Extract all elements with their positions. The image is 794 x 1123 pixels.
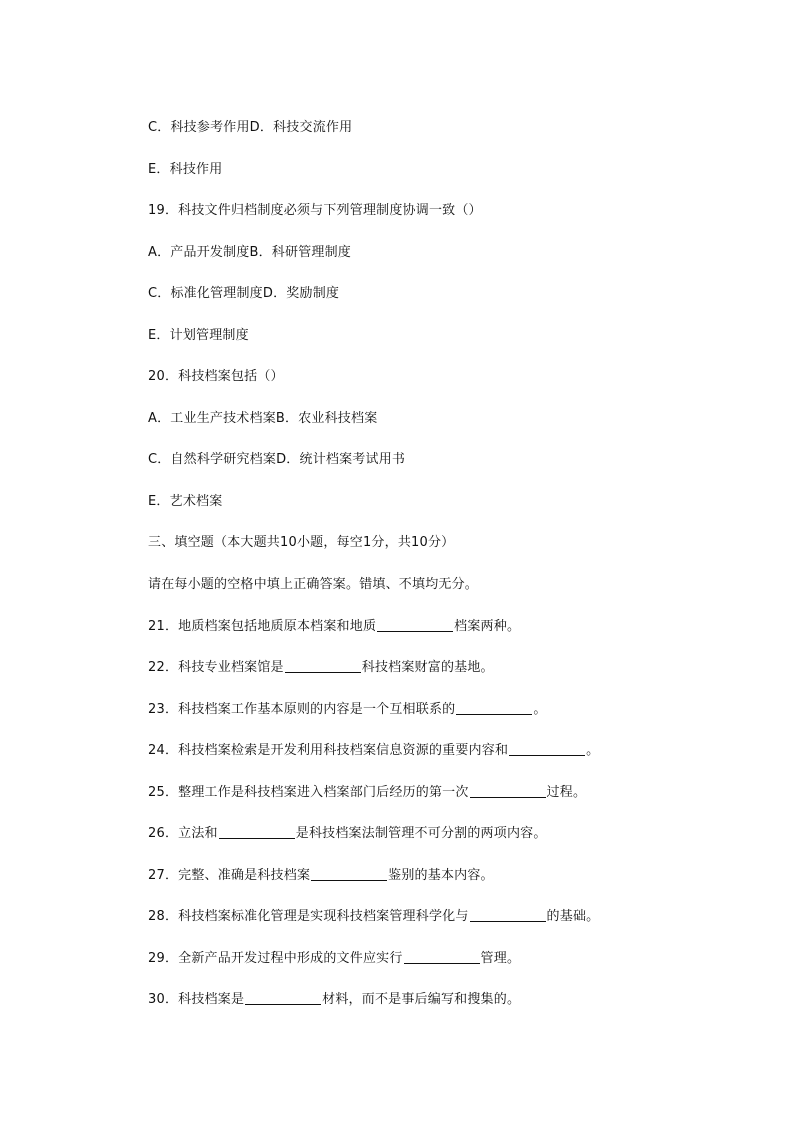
question-27 (148, 865, 748, 907)
section-heading-fill-blank: 三、填空题（本大题共10小题，每空1分，共10分） (148, 535, 455, 551)
answer-blank-22[interactable] (285, 659, 361, 673)
answer-blank-25[interactable] (470, 784, 546, 798)
question-26-text-after: 是科技档案法制管理不可分割的两项内容。 (295, 826, 547, 842)
question-20: 20．科技档案包括（） (148, 369, 284, 385)
question-27-text-before: 27．完整、准确是科技档案 (148, 867, 311, 883)
question-30-text-after: 材料，而不是事后编写和搜集的。 (322, 992, 521, 1008)
option-line-20-e: E．艺术档案 (148, 493, 223, 509)
answer-blank-28[interactable] (470, 908, 546, 922)
answer-blank-24[interactable] (509, 742, 585, 756)
question-19: 19．科技文件归档制度必须与下列管理制度协调一致（） (148, 203, 482, 219)
option-line-19-ab: A．产品开发制度B．科研管理制度 (148, 244, 352, 260)
question-29-text-after: 管理。 (480, 950, 521, 966)
section-instructions: 请在每小题的空格中填上正确答案。错填、不填均无分。 (148, 577, 479, 593)
question-26 (148, 823, 748, 865)
option-line-19-e: E．计划管理制度 (148, 327, 249, 343)
question-29 (148, 948, 748, 990)
question-30-text-before: 30．科技档案是 (148, 992, 245, 1008)
question-22-text-after: 科技档案财富的基地。 (361, 660, 494, 676)
question-23 (148, 699, 748, 741)
question-24 (148, 740, 748, 782)
question-25-text-after: 过程。 (546, 784, 587, 800)
question-28-text-before: 28．科技档案标准化管理是实现科技档案管理科学化与 (148, 909, 469, 925)
question-30 (148, 989, 748, 1031)
question-24-text-before: 24．科技档案检索是开发利用科技档案信息资源的重要内容和 (148, 743, 509, 759)
question-21 (148, 616, 748, 658)
question-25-text-before: 25．整理工作是科技档案进入档案部门后经历的第一次 (148, 784, 469, 800)
option-line-18-cd: C．科技参考作用D．科技交流作用 (148, 120, 353, 135)
document-body (148, 117, 748, 1031)
option-line-19-cd: C．标准化管理制度D．奖励制度 (148, 286, 340, 302)
question-22 (148, 657, 748, 699)
question-27-text-after: 鉴别的基本内容。 (388, 867, 494, 883)
question-21-text-before: 21．地质档案包括地质原本档案和地质 (148, 618, 377, 634)
question-29-text-before: 29．全新产品开发过程中形成的文件应实行 (148, 950, 403, 966)
answer-blank-26[interactable] (219, 825, 295, 839)
answer-blank-30[interactable] (245, 991, 321, 1005)
question-24-text-after: 。 (586, 743, 600, 759)
answer-blank-23[interactable] (456, 701, 532, 715)
question-23-text-after: 。 (533, 701, 547, 717)
question-26-text-before: 26．立法和 (148, 826, 218, 842)
option-line-20-cd: C．自然科学研究档案D．统计档案考试用书 (148, 452, 406, 468)
option-line-20-ab: A．工业生产技术档案B．农业科技档案 (148, 410, 378, 426)
answer-blank-21[interactable] (377, 618, 453, 632)
question-21-text-after: 档案两种。 (454, 618, 521, 634)
question-25 (148, 782, 748, 824)
answer-blank-27[interactable] (311, 867, 387, 881)
question-28 (148, 906, 748, 948)
option-line-18-e: E．科技作用 (148, 161, 223, 177)
answer-blank-29[interactable] (404, 950, 480, 964)
question-22-text-before: 22．科技专业档案馆是 (148, 660, 284, 676)
question-23-text-before: 23．科技档案工作基本原则的内容是一个互相联系的 (148, 701, 456, 717)
question-28-text-after: 的基础。 (546, 909, 600, 925)
